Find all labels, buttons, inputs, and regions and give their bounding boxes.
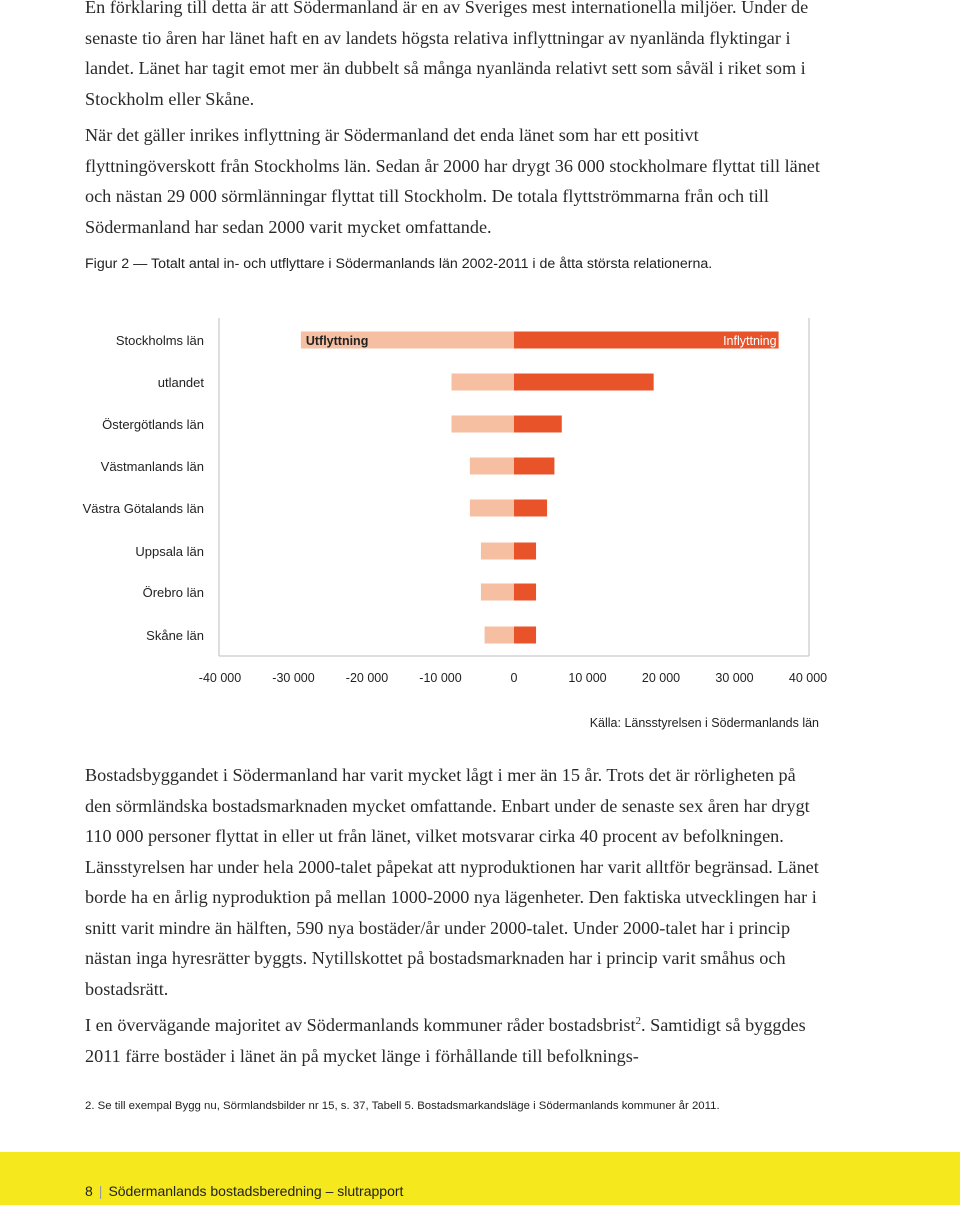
x-tick-label: 20 000 xyxy=(641,671,681,685)
category-label: Västra Götalands län xyxy=(82,501,204,516)
migration-bar-chart xyxy=(0,300,960,700)
bar-outflow xyxy=(481,543,514,560)
category-label: Skåne län xyxy=(146,628,204,643)
category-label: Örebro län xyxy=(142,585,204,600)
bar-inflow xyxy=(514,500,547,517)
footer-separator: | xyxy=(98,1183,103,1199)
x-tick-label: -40 000 xyxy=(198,671,242,685)
bar-inflow xyxy=(514,374,654,391)
paragraph-intro: En förklaring till detta är att Södermanland är en av Sveriges mest internationella miljöer. Under de senaste tio åren har länet haft en av landets högsta relativa inflyttningar av nyanlända flyktingar i landet. Länet har tagit emot mer än dubbelt så många nyanlända relativt sett som såväl i riket som i Stockholm eller Skåne. xyxy=(85,0,809,109)
footnote-ref[interactable]: 2 xyxy=(635,1015,642,1027)
category-label: Östergötlands län xyxy=(102,417,204,432)
figure-caption: Figur 2 — Totalt antal in- och utflyttare i Södermanlands län 2002-2011 i de åtta största relationerna. xyxy=(85,256,713,272)
bar-inflow xyxy=(514,584,536,601)
bar-outflow xyxy=(452,374,514,391)
footnote: 2. Se till exempal Bygg nu, Sörmlandsbilder nr 15, s. 37, Tabell 5. Bostadsmarkandsläge i Södermanlands kommuner år 2011. xyxy=(85,1100,720,1112)
x-tick-label: -30 000 xyxy=(272,671,315,685)
paragraph-shortage-text: I en övervägande majoritet av Södermanlands kommuner råder bostadsbrist xyxy=(85,1015,636,1036)
x-tick-label: 40 000 xyxy=(788,671,828,685)
category-label: Uppsala län xyxy=(135,544,204,559)
paragraph-shortage xyxy=(85,1006,825,1071)
bar-inflow xyxy=(514,458,554,475)
bar-outflow xyxy=(470,458,514,475)
bar-inflow xyxy=(514,416,562,433)
chart-source: Källa: Länsstyrelsen i Södermanlands län xyxy=(589,716,819,730)
bar-outflow xyxy=(481,584,514,601)
category-label: Västmanlands län xyxy=(100,459,204,474)
x-tick-label: -10 000 xyxy=(419,671,462,685)
x-tick-label: 0 xyxy=(510,671,518,685)
x-tick-label: -20 000 xyxy=(345,671,389,685)
series-label-inflow: Inflyttning xyxy=(723,334,777,348)
paragraph-migration: När det gäller inrikes inflyttning är Södermanland det enda länet som har ett positivt flyttningöverskott från Stockholms län. Sedan år 2000 har drygt 36 000 stockholmare flyttat till länet och nästan 29 000 sörmlänningar flyttat till Stockholm. De totala flyttströmmarna från och till Södermanland har sedan 2000 varit mycket omfattande. xyxy=(85,125,820,237)
category-label: utlandet xyxy=(157,375,204,390)
x-tick-label: 30 000 xyxy=(715,671,754,685)
bar-outflow xyxy=(452,416,514,433)
bar-inflow xyxy=(514,627,536,644)
bar-inflow xyxy=(514,543,536,560)
page-number: 8 xyxy=(85,1183,93,1199)
category-label: Stockholms län xyxy=(115,333,204,348)
footer-title: Södermanlands bostadsberedning – slutrapport xyxy=(108,1183,404,1199)
paragraph-shortage-rest: . Samtidigt så byggdes 2011 färre bostäder i länet än på mycket länge i förhållande till befolknings- xyxy=(85,1015,806,1066)
page-footer xyxy=(85,1183,403,1199)
bar-outflow xyxy=(470,500,514,517)
paragraph-housing: Bostadsbyggandet i Södermanland har varit mycket lågt i mer än 15 år. Trots det är rörligheten på den sörmländska bostadsmarknaden mycket omfattande. Enbart under de senaste sex åren har drygt 110 000 personer flyttat in eller ut från länet, vilket motsvarar cirka 40 procent av befolkningen. Länsstyrelsen har under hela 2000-talet påpekat att nyproduktionen har varit alltför begränsad. Länet borde ha en årlig nyproduktion på mellan 1000-2000 nya lägenheter. Den faktiska utvecklingen har i snitt varit mindre än hälften, 590 nya bostäder/år under 2000-talet. Under 2000-talet har i princip nästan inga hyresrätter byggts. Nytillskottet på bostadsmarknaden har i princip varit småhus och bostadsrätt. xyxy=(85,765,819,999)
series-label-outflow: Utflyttning xyxy=(305,334,369,348)
x-tick-label: 10 000 xyxy=(568,671,607,685)
bar-outflow xyxy=(485,627,514,644)
